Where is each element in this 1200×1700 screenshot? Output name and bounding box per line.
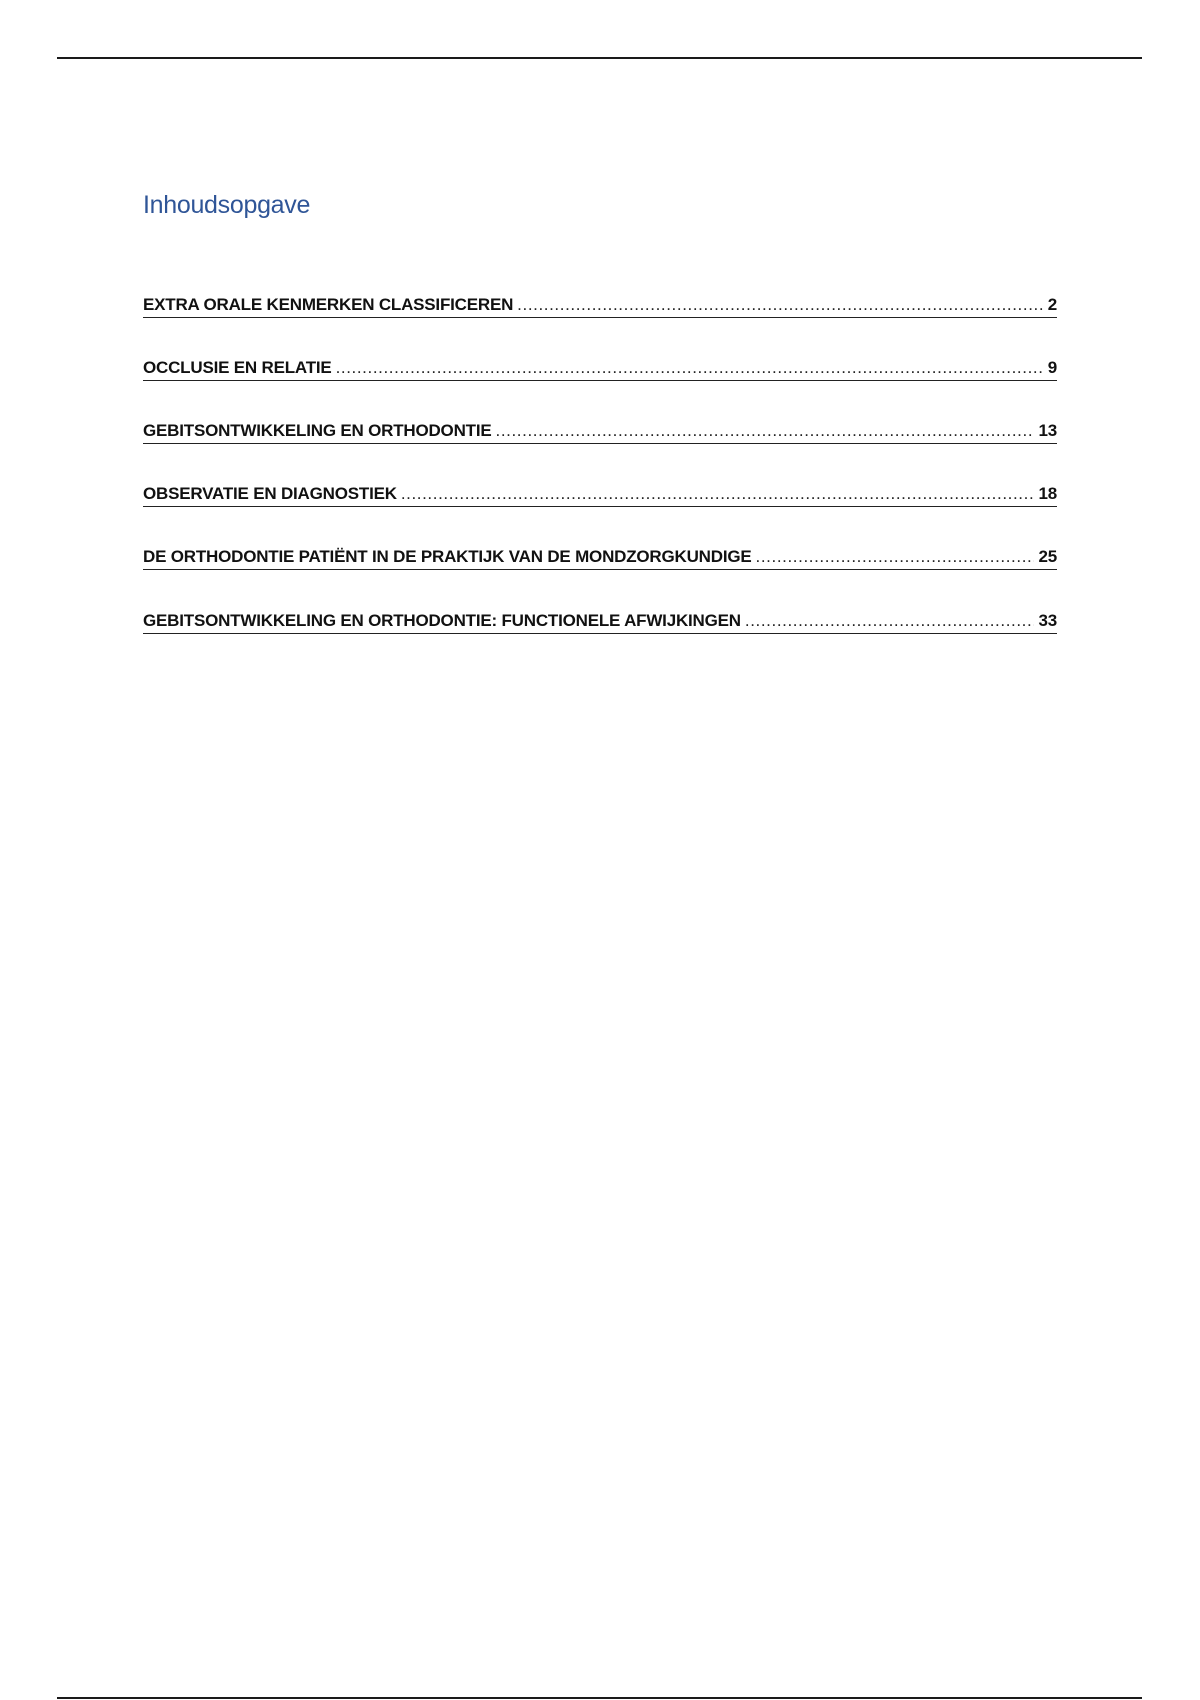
toc-entry[interactable] xyxy=(143,610,1057,634)
toc-entry-label: OBSERVATIE EN DIAGNOSTIEK xyxy=(143,484,397,503)
header-rule xyxy=(57,57,1142,59)
toc-entry[interactable] xyxy=(143,420,1057,444)
toc-entry[interactable] xyxy=(143,357,1057,381)
toc-dot-leader xyxy=(517,295,1044,315)
toc-entry[interactable] xyxy=(143,483,1057,507)
toc-entry-label: OCCLUSIE EN RELATIE xyxy=(143,358,332,377)
toc-entry-page: 18 xyxy=(1038,484,1057,503)
toc-entry[interactable] xyxy=(143,546,1057,570)
toc-entry-label: EXTRA ORALE KENMERKEN CLASSIFICEREN xyxy=(143,295,514,314)
toc-entry-page: 33 xyxy=(1038,611,1057,630)
toc-entry-page: 25 xyxy=(1038,547,1057,566)
toc-dot-leader xyxy=(401,484,1035,504)
toc-dot-leader xyxy=(756,547,1035,567)
toc-dot-leader xyxy=(745,611,1035,631)
toc-entry-label: DE ORTHODONTIE PATIËNT IN DE PRAKTIJK VAN DE MONDZORGKUNDIGE xyxy=(143,547,752,566)
table-of-contents xyxy=(143,190,1057,630)
toc-dot-leader xyxy=(336,358,1044,378)
toc-entry-label: GEBITSONTWIKKELING EN ORTHODONTIE xyxy=(143,421,492,440)
toc-title: Inhoudsopgave xyxy=(143,191,311,219)
toc-entry[interactable] xyxy=(143,294,1057,318)
toc-dot-leader xyxy=(496,421,1035,441)
toc-entry-label: GEBITSONTWIKKELING EN ORTHODONTIE: FUNCTIONELE AFWIJKINGEN xyxy=(143,611,741,630)
toc-entry-page: 9 xyxy=(1047,358,1057,377)
toc-entry-page: 2 xyxy=(1047,295,1057,314)
footer-rule xyxy=(57,1697,1142,1699)
toc-entry-page: 13 xyxy=(1038,421,1057,440)
